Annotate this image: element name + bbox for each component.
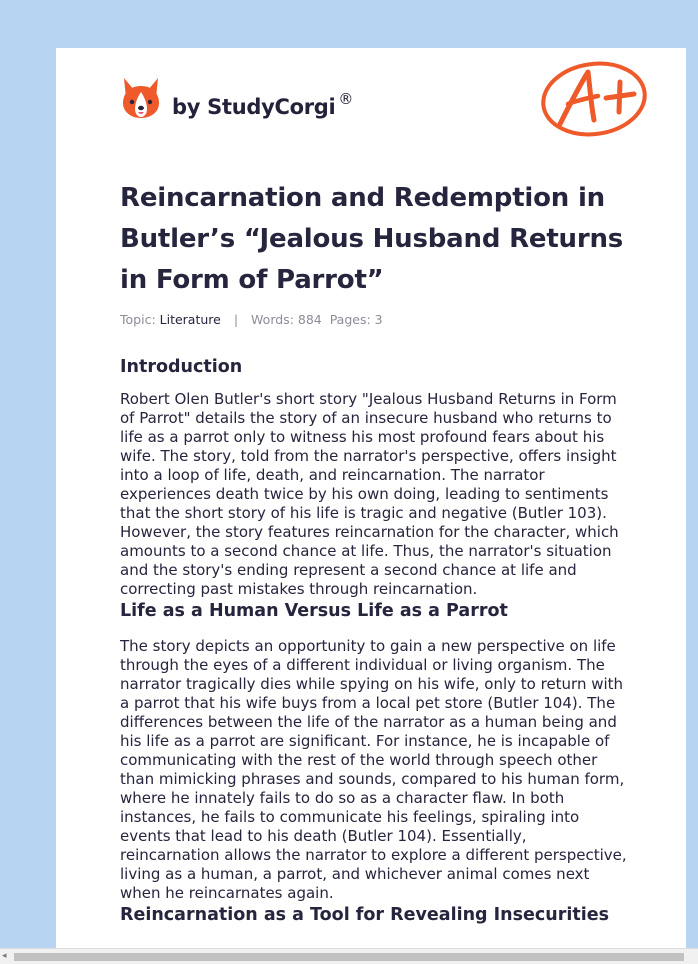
article-title: Reincarnation and Redemption in Butler’s “Jealous Husband Returns in Form of Parrot” <box>120 183 624 295</box>
section-paragraph-life-human-vs-parrot: The story depicts an opportunity to gain a new perspective on life through the eyes of a different individual or living organism. The narrator tragically dies while spying on his wife, only to return with a parrot that his wife buys from a local pet store (Butler 104). The differences between the life of the narrator as a human being and his life as a parrot are significant. For instance, he is incapable of communicating with the rest of the world through speech other than mimicking phrases and sounds, compared to his human form, where he innately fails to do so as a character flaw. In both instances, he fails to communicate his feelings, spiraling into events that lead to his death (Butler 104). Essentially, reincarnation allows the narrator to explore a different perspective, living as a human, a parrot, and whichever animal comes next when he reincarnates again. <box>120 637 627 902</box>
section-heading-reincarnation-insecurities: Reincarnation as a Tool for Revealing Insecurities <box>120 905 610 925</box>
document-page <box>56 48 686 948</box>
article-body <box>120 355 630 927</box>
corgi-icon <box>120 76 162 120</box>
section-heading-introduction: Introduction <box>120 357 243 377</box>
section-heading-life-human-vs-parrot: Life as a Human Versus Life as a Parrot <box>120 601 508 621</box>
logo-wordmark <box>172 90 353 119</box>
section-paragraph-introduction: Robert Olen Butler's short story "Jealous Husband Returns in Form of Parrot" details the story of an insecure husband who returns to life as a parrot only to witness his most profound fears about his wife. The story, told from the narrator's perspective, offers insight into a loop of life, death, and reincarnation. The narrator experiences death twice by his own doing, leading to sentiments that the short story of his life is tragic and negative (Butler 103). However, the story features reincarnation for the character, which amounts to a second chance at life. Thus, the narrator's situation and the story's ending represent a second chance at life and correcting past mistakes through reincarnation. <box>120 390 619 598</box>
scrollbar-thumb[interactable] <box>14 953 684 961</box>
a-plus-grade-icon <box>538 58 650 140</box>
article-meta <box>120 312 383 327</box>
meta-separator: | <box>233 312 239 327</box>
page-count: Pages: 3 <box>329 312 383 327</box>
topic-link[interactable]: Literature <box>159 312 221 327</box>
word-count: Words: 884 <box>251 312 322 327</box>
horizontal-scrollbar[interactable] <box>0 948 698 964</box>
logo-text: by StudyCorgi <box>172 94 336 119</box>
topic-label: Topic: <box>120 312 156 327</box>
studycorgi-logo[interactable] <box>120 76 353 120</box>
registered-mark: ® <box>338 89 354 108</box>
scroll-left-arrow-icon[interactable]: ◂ <box>2 951 7 961</box>
